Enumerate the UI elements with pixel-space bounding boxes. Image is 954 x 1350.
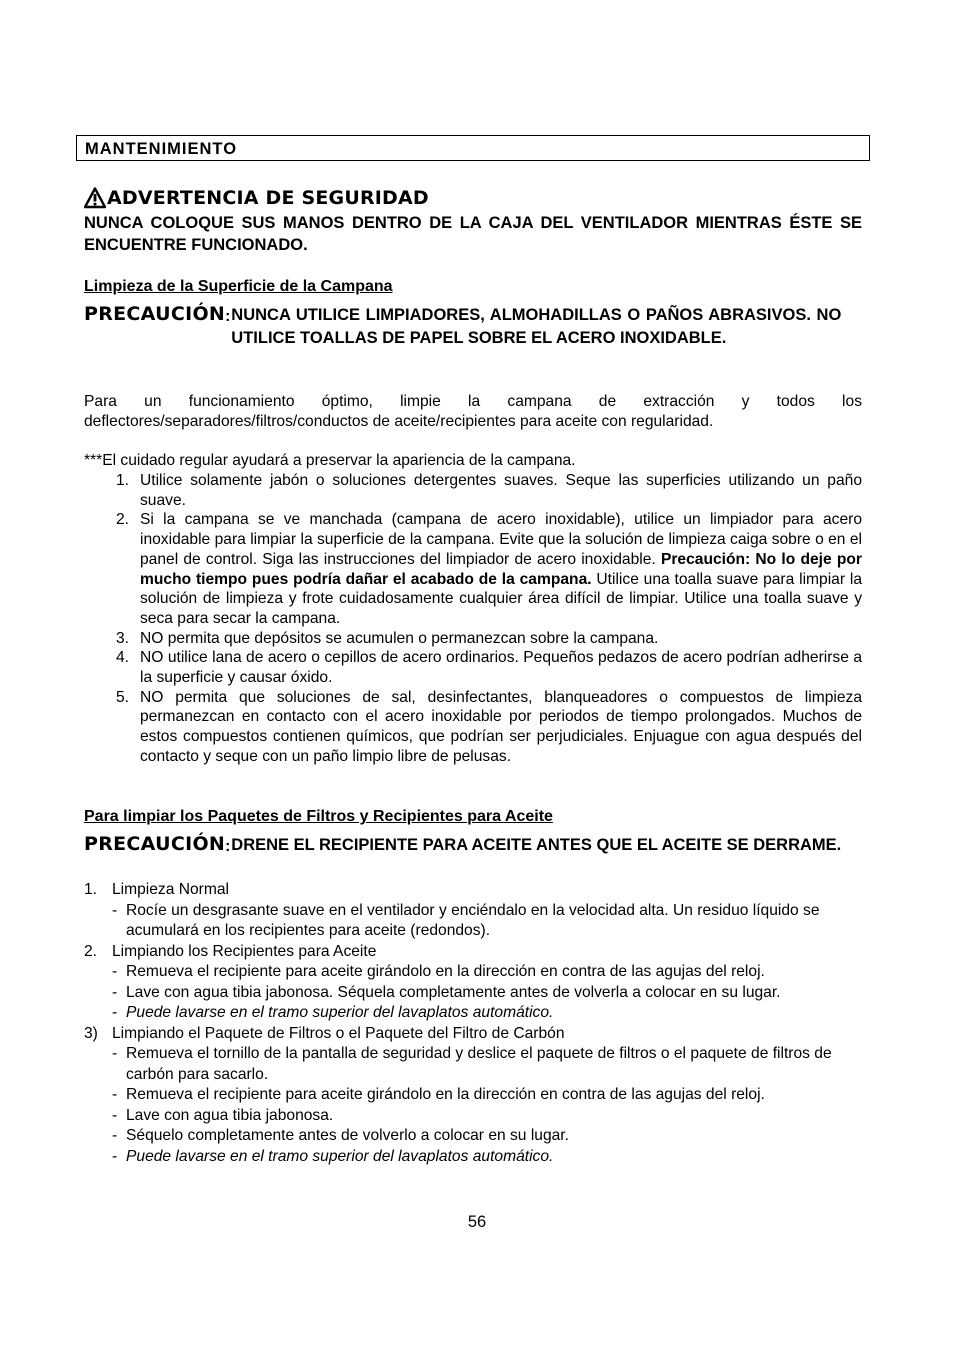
surface-list [84, 471, 862, 767]
caution-text: DRENE EL RECIPIENTE PARA ACEITE ANTES QUE EL ACEITE SE DERRAME. [231, 836, 842, 854]
care-note: ***El cuidado regular ayudará a preservar la apariencia de la campana. [84, 452, 576, 469]
surface-intro: Para un funcionamiento óptimo, limpie la campana de extracción y todos los deflectores/separadores/filtros/conductos de aceite/recipientes para aceite con regularidad. [84, 393, 862, 430]
step-title: 3) Limpiando el Paquete de Filtros o el Paquete del Filtro de Carbón [84, 1024, 565, 1042]
warning-text: NUNCA COLOQUE SUS MANOS DENTRO DE LA CAJA DEL VENTILADOR MIENTRAS ÉSTE SE ENCUENTRE FUNCIONADO. [84, 214, 862, 254]
warning-title-text: ADVERTENCIA DE SEGURIDAD [107, 187, 429, 209]
caution-colon: : [225, 838, 231, 855]
caution-colon: : [225, 308, 231, 325]
filters-heading: Para limpiar los Paquetes de Filtros y Recipientes para Aceite [84, 808, 553, 825]
list-item: - Lave con agua tibia jabonosa. Séquela completamente antes de volverla a colocar en su lugar. [112, 983, 781, 1001]
precaution-inline: Precaución: No lo deje por mucho tiempo pues podría dañar el acabado de la campana. [140, 550, 862, 588]
step-title: 1. Limpieza Normal [84, 881, 229, 898]
section-header: MANTENIMIENTO [76, 135, 870, 161]
list-item: - Rocíe un desgrasante suave en el ventilador y enciéndalo en la velocidad alta. Un residuo líquido se acumulará en los recipientes para aceite (redondos). [112, 901, 820, 939]
warning-title [84, 186, 862, 210]
list-item: 2. Si la campana se ve manchada (campana de acero inoxidable), utilice un limpiador para acero inoxidable para limpiar la superficie de la campana. Evite que la solución de limpieza caiga sobre o en el panel de control. Siga las instrucciones del limpiador de acero inoxidable. Precaución: No lo deje por mucho tiempo pues podría dañar el acabado de la campana. Utilice una toalla suave para limpiar la solución de limpieza y frote cuidadosamente cualquier área difícil de limpiar. Utilice una toalla suave y seca para secar la campana. [116, 511, 862, 627]
list-item: 3. NO permita que depósitos se acumulen o permanezcan sobre la campana. [116, 629, 659, 647]
list-item: - Remueva el recipiente para aceite girándolo en la dirección en contra de las agujas del reloj. [112, 963, 765, 980]
step-title: 2. Limpiando los Recipientes para Aceite [84, 942, 377, 960]
list-item: 5. NO permita que soluciones de sal, desinfectantes, blanqueadores o compuestos de limpieza permanezcan en contacto con el acero inoxidable por periodos de tiempo prolongados. Muchos de estos compuestos contienen químicos, que podrían ser perjudiciales. Enjuague con agua después del contacto y seque con un paño limpio libre de pelusas. [116, 688, 862, 765]
list-item: - Séquelo completamente antes de volverlo a colocar en su lugar. [112, 1127, 569, 1144]
surface-heading: Limpieza de la Superficie de la Campana [84, 278, 393, 295]
surface-caution [84, 302, 862, 350]
filters-steps [84, 880, 862, 1167]
caution-label: PRECAUCIÓN [84, 303, 226, 325]
warning-triangle-icon [84, 187, 106, 209]
list-item: - Puede lavarse en el tramo superior del lavaplatos automático. [112, 1147, 554, 1165]
page-number: 56 [467, 1213, 487, 1231]
caution-text: NUNCA UTILICE LIMPIADORES, ALMOHADILLAS O PAÑOS ABRASIVOS. NO UTILICE TOALLAS DE PAPEL SOBRE EL ACERO INOXIDABLE. [231, 306, 842, 347]
filters-caution [84, 832, 862, 858]
list-item: - Remueva el tornillo de la pantalla de seguridad y deslice el paquete de filtros o el paquete de filtros de carbón para sacarlo. [112, 1045, 832, 1083]
list-item: - Remueva el recipiente para aceite girándolo en la dirección en contra de las agujas del reloj. [112, 1086, 765, 1103]
list-item: - Lave con agua tibia jabonosa. [112, 1106, 334, 1124]
caution-label: PRECAUCIÓN [84, 833, 226, 855]
list-item: 1. Utilice solamente jabón o soluciones detergentes suaves. Seque las superficies utilizando un paño suave. [116, 472, 862, 509]
list-item: - Puede lavarse en el tramo superior del lavaplatos automático. [112, 1004, 554, 1021]
list-item: 4. NO utilice lana de acero o cepillos de acero ordinarios. Pequeños pedazos de acero podrían adherirse a la superficie y causar óxido. [116, 649, 862, 687]
